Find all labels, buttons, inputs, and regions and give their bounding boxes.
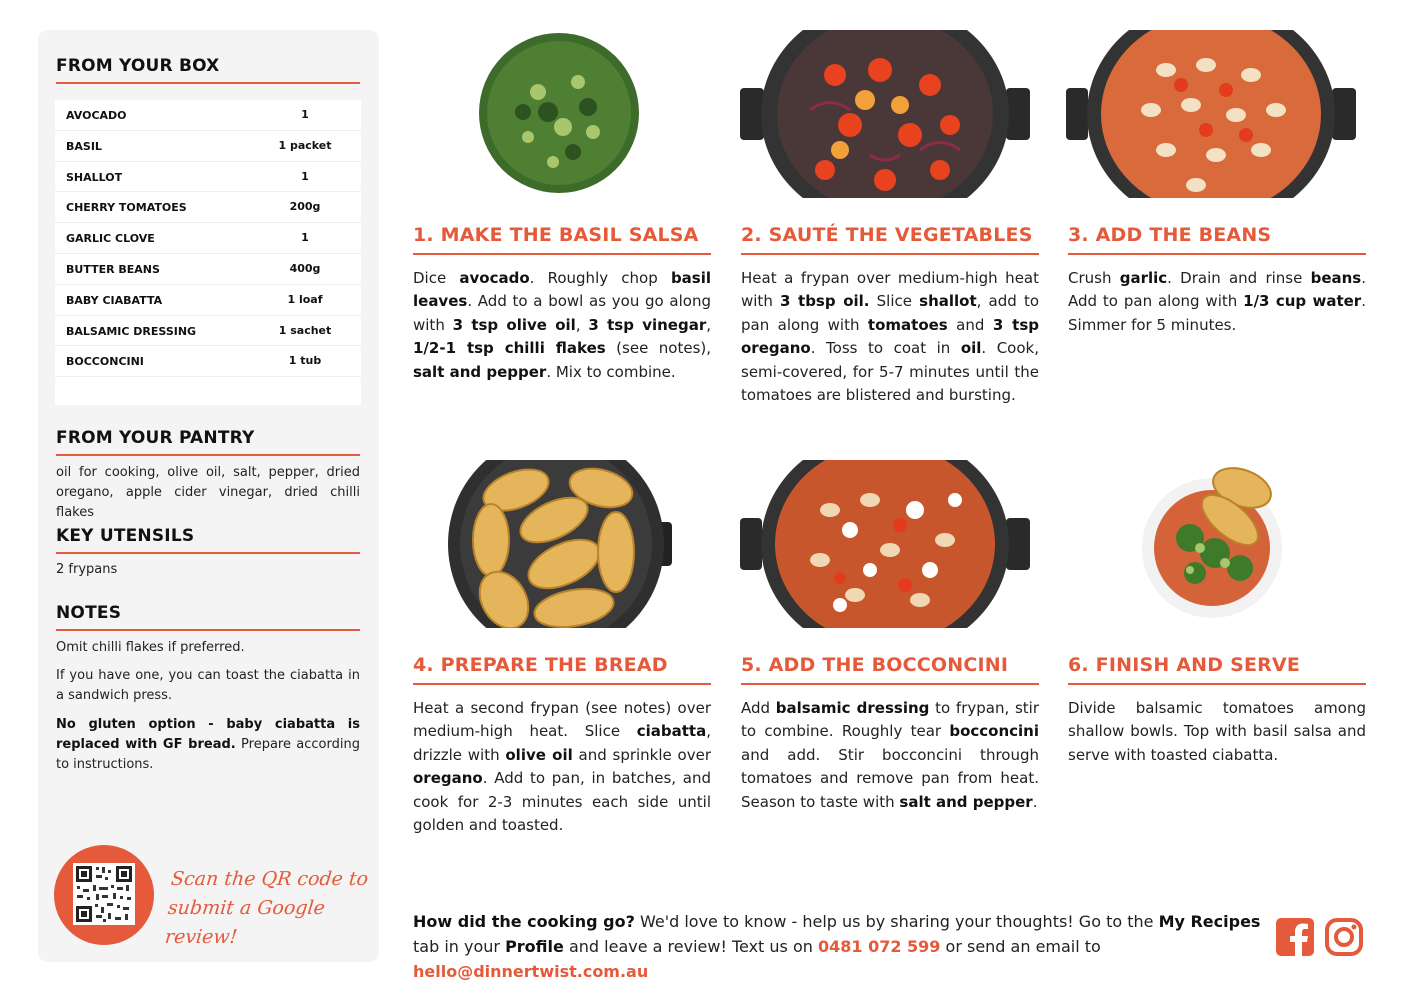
- divider: [413, 683, 711, 685]
- ingredient-qty: 1 sachet: [278, 323, 332, 337]
- step-text: ,: [575, 315, 589, 334]
- step-text: . Simmer for 5 minutes.: [1068, 292, 1366, 334]
- ingredient-name: SHALLOT: [66, 170, 123, 184]
- ingredient-qty: 1: [301, 108, 309, 121]
- ingredient-qty: 1 tub: [288, 354, 322, 368]
- divider: [1068, 253, 1366, 255]
- my-recipes-link[interactable]: My Recipes: [1158, 912, 1261, 931]
- instagram-icon[interactable]: [1325, 918, 1363, 956]
- step-highlight: 3 tsp oregano: [741, 315, 1039, 358]
- ingredient-name: CHERRY TOMATOES: [66, 201, 187, 215]
- ingredient-name: AVOCADO: [66, 109, 127, 122]
- step-highlight: 1/3 cup water: [1243, 292, 1362, 311]
- add-bocconcini-photo: [740, 460, 1030, 628]
- step-text: , add to pan along with: [741, 292, 1040, 334]
- ingredient-name: BALSAMIC DRESSING: [66, 324, 197, 338]
- step-text: .: [1032, 792, 1038, 811]
- email-link[interactable]: hello@dinnertwist.com.au: [413, 962, 649, 981]
- profile-link[interactable]: Profile: [505, 937, 564, 956]
- basil-salsa-photo: [478, 32, 640, 194]
- step-highlight: balsamic dressing: [775, 699, 930, 717]
- step-highlight: 3 tsp olive oil: [452, 315, 576, 334]
- step-text: . Roughly chop: [529, 269, 671, 287]
- step-highlight: oregano: [413, 769, 483, 788]
- step-highlight: tomatoes: [867, 315, 948, 334]
- ingredient-qty: 1 packet: [278, 138, 332, 152]
- note-3: [56, 715, 360, 775]
- notes-title: NOTES: [56, 603, 122, 623]
- utensils-text: 2 frypans: [56, 562, 118, 577]
- sidebar: [38, 30, 379, 962]
- step-highlight: 3 tsp vinegar: [588, 315, 707, 334]
- ingredient-row: [55, 254, 361, 285]
- footer-text-4: or send an email to: [940, 937, 1101, 956]
- divider: [56, 629, 360, 631]
- step-text: and: [947, 315, 993, 334]
- feedback-footer: [413, 909, 1263, 984]
- step-highlight: beans: [1310, 269, 1362, 287]
- footer-question: How did the cooking go?: [413, 912, 635, 931]
- ingredient-row: [55, 162, 361, 193]
- pantry-text: oil for cooking, olive oil, salt, pepper, dried oregano, apple cider vinegar, dried chilli flakes: [56, 465, 360, 520]
- step-highlight: 3 tbsp oil.: [779, 292, 870, 311]
- qr-badge[interactable]: [54, 845, 154, 945]
- step-2-title: 2. SAUTÉ THE VEGETABLES: [741, 224, 1033, 246]
- step-text: Dice: [413, 269, 460, 287]
- step-highlight: salt and pepper: [899, 792, 1033, 811]
- ingredient-qty: 200g: [289, 200, 321, 214]
- finish-serve-photo: [1130, 458, 1290, 620]
- step-text: to frypan, stir to combine. Roughly tear: [741, 699, 1039, 741]
- step-highlight: shallot: [919, 292, 977, 311]
- pantry-title: FROM YOUR PANTRY: [56, 428, 255, 448]
- step-3-body: [1068, 267, 1366, 337]
- step-highlight: avocado: [459, 269, 530, 287]
- ingredient-name: BOCCONCINI: [66, 355, 144, 369]
- step-text: . Add to pan along with: [1068, 269, 1366, 311]
- saute-vegetables-photo: [740, 30, 1030, 198]
- qr-caption: [163, 865, 372, 952]
- footer-text-1: We'd love to know - help us by sharing your thoughts! Go to the: [634, 912, 1159, 931]
- add-beans-photo: [1066, 30, 1356, 198]
- step-highlight: bocconcini: [949, 722, 1039, 741]
- step-text: Heat a frypan over medium-high heat with: [741, 269, 1039, 311]
- step-1-title: 1. MAKE THE BASIL SALSA: [413, 224, 699, 246]
- note-3-rest: Prepare according to instructions.: [56, 737, 360, 772]
- ingredient-row: [55, 192, 361, 223]
- note-1: Omit chilli flakes if preferred.: [56, 640, 245, 655]
- step-highlight: 1/2-1 tsp chilli flakes: [413, 339, 606, 358]
- step-text: . Cook, semi-covered, for 5-7 minutes until the tomatoes are blistered and bursting.: [741, 339, 1039, 405]
- step-4-title: 4. PREPARE THE BREAD: [413, 654, 668, 676]
- step-text: Heat a second frypan (see notes) over medium-high heat. Slice: [413, 699, 711, 741]
- divider: [741, 253, 1039, 255]
- ingredient-row: [55, 316, 361, 347]
- step-text: (see notes),: [605, 339, 712, 358]
- footer-text-2: tab in your: [413, 937, 506, 956]
- ingredient-row: [55, 285, 361, 316]
- note-2: If you have one, you can toast the ciabatta in a sandwich press.: [56, 668, 360, 703]
- divider: [741, 683, 1039, 685]
- ingredient-row: [55, 346, 361, 377]
- ingredient-row: [55, 131, 361, 162]
- step-4-body: [413, 697, 711, 837]
- step-text: . Toss to coat in: [810, 339, 961, 358]
- step-text: . Mix to combine.: [546, 362, 676, 381]
- step-5-title: 5. ADD THE BOCCONCINI: [741, 654, 1009, 676]
- step-highlight: garlic: [1119, 269, 1168, 287]
- qr-code[interactable]: [73, 863, 135, 925]
- step-3-title: 3. ADD THE BEANS: [1068, 224, 1272, 246]
- divider: [1068, 683, 1366, 685]
- step-highlight: ciabatta: [636, 722, 707, 741]
- ingredient-name: BASIL: [66, 139, 102, 153]
- divider: [56, 552, 360, 554]
- utensils-title: KEY UTENSILS: [56, 526, 195, 546]
- qr-line-2: submit a Google review!: [163, 897, 327, 948]
- ingredient-name: BABY CIABATTA: [66, 293, 163, 307]
- step-text: Crush: [1068, 269, 1120, 287]
- step-text: , drizzle with: [413, 722, 711, 764]
- facebook-icon[interactable]: [1276, 918, 1314, 956]
- ingredient-qty: 1 loaf: [287, 292, 323, 306]
- step-1-body: [413, 267, 711, 384]
- step-5-body: [741, 697, 1039, 814]
- ingredient-qty: 1: [301, 169, 309, 183]
- qr-line-1: Scan the QR code to: [169, 868, 370, 890]
- step-text: . Add to pan, in batches, and cook for 2-3 minutes each side until golden and toasted.: [413, 769, 711, 835]
- divider: [56, 454, 360, 456]
- note-3-bold: No gluten option - baby ciabatta is replaced with GF bread.: [56, 717, 360, 752]
- step-highlight: basil leaves: [413, 269, 712, 311]
- ingredient-name: GARLIC CLOVE: [66, 232, 155, 246]
- step-text: . Drain and rinse: [1167, 269, 1311, 287]
- divider: [413, 253, 711, 255]
- step-text: and sprinkle over: [572, 745, 711, 764]
- step-6-body: [1068, 697, 1366, 767]
- step-text: and add. Stir bocconcini through tomatoes and remove pan from heat. Season to taste with: [741, 745, 1039, 811]
- ingredient-row: [55, 100, 361, 131]
- ingredient-qty: 1: [301, 231, 309, 245]
- step-text: Divide balsamic tomatoes among shallow bowls. Top with basil salsa and serve with toasted ciabatta.: [1068, 699, 1366, 764]
- ingredient-name: BUTTER BEANS: [66, 262, 160, 276]
- divider: [56, 82, 360, 84]
- step-highlight: salt and pepper: [413, 362, 547, 381]
- step-text: ,: [706, 315, 712, 334]
- prepare-bread-photo: [446, 460, 672, 628]
- step-text: Slice: [869, 292, 920, 311]
- step-text: . Add to a bowl as you go along with: [413, 292, 711, 334]
- ingredient-qty: 400g: [289, 261, 321, 275]
- step-text: Add: [741, 699, 776, 717]
- phone-link[interactable]: 0481 072 599: [817, 937, 941, 956]
- step-2-body: [741, 267, 1039, 407]
- step-highlight: oil: [960, 339, 982, 358]
- box-title: FROM YOUR BOX: [56, 56, 220, 76]
- footer-text-3: and leave a review! Text us on: [563, 937, 818, 956]
- step-highlight: olive oil: [505, 745, 573, 764]
- step-6-title: 6. FINISH AND SERVE: [1068, 654, 1301, 676]
- ingredients-table: [55, 100, 361, 405]
- ingredient-row: [55, 223, 361, 254]
